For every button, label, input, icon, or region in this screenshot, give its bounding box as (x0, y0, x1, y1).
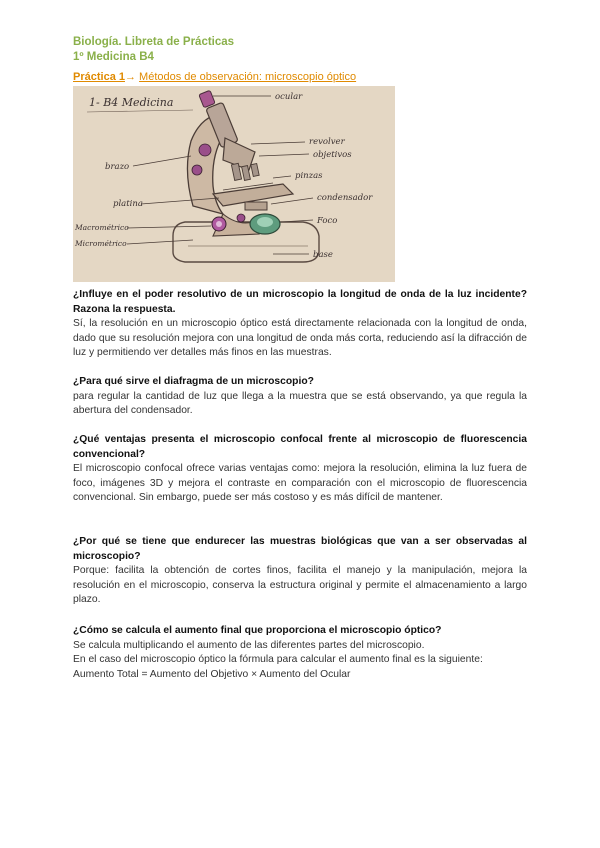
answer-text (73, 462, 527, 506)
label-macrometrico: Macrométrico (75, 223, 129, 232)
label-revolver: revolver (309, 137, 345, 147)
answer-text (73, 390, 527, 419)
qa-block (73, 535, 527, 608)
practica-title: Métodos de observación: microscopio óptico (139, 71, 357, 83)
drawing-note: 1- B4 Medicina (89, 96, 174, 109)
header-course: Biología. Libreta de Prácticas (73, 36, 235, 48)
answer-line: Aumento Total = Aumento del Objetivo × Aumento del Ocular (73, 668, 351, 680)
label-micrometrico: Micrométrico (75, 239, 127, 248)
answer-line: para regular la cantidad de luz que llega a la muestra que se está observando, ya que regula la abertura del condensador. (73, 390, 527, 417)
label-base: base (313, 250, 333, 260)
question-text: ¿Por qué se tiene que endurecer las muestras biológicas que van a ser observadas al microscopio? (73, 536, 527, 562)
question-text: ¿Qué ventajas presenta el microscopio confocal frente al microscopio de fluorescencia convencional? (73, 434, 527, 460)
qa-block (73, 433, 527, 506)
arrow-icon: → (124, 71, 136, 83)
answer-text (73, 317, 527, 361)
practica-number: Práctica 1 (73, 71, 125, 83)
microscope-drawing (73, 86, 395, 282)
header-group: 1º Medicina B4 (73, 51, 154, 63)
label-platina: platina (113, 199, 143, 209)
label-ocular: ocular (275, 92, 303, 102)
answer-text (73, 639, 527, 683)
question-text: ¿Para qué sirve el diafragma de un microscopio? (73, 376, 314, 387)
qa-block (73, 624, 527, 682)
label-foco: Foco (317, 216, 338, 226)
label-objetivos: objetivos (313, 150, 352, 160)
label-condensador: condensador (317, 193, 373, 203)
answer-line: Se calcula multiplicando el aumento de las diferentes partes del microscopio. (73, 639, 425, 651)
label-pinzas: pinzas (295, 171, 323, 181)
question-text: ¿Influye en el poder resolutivo de un microscopio la longitud de onda de la luz incidente? Razona la respuesta. (73, 289, 527, 315)
answer-line: Sí, la resolución en un microscopio óptico está directamente relacionada con la longitud de onda, dado que su resolución mejora con una longitud de onda más corta, reduciendo así la difracción de luz y permitiendo ver detalles más finos en las muestras. (73, 318, 527, 359)
label-brazo: brazo (105, 162, 130, 172)
practica-heading (73, 71, 356, 83)
question-text: ¿Cómo se calcula el aumento final que proporciona el microscopio óptico? (73, 625, 442, 636)
answer-line: En el caso del microscopio óptico la fórmula para calcular el aumento final es la siguiente: (73, 654, 483, 666)
answer-line: El microscopio confocal ofrece varias ventajas como: mejora la resolución, elimina la luz fuera de foco, imágenes 3D y mejora el contraste en comparación con el microscopio de fluorescencia convencional. Sin embargo, puede ser más costoso y es más difícil de mantener. (73, 463, 527, 504)
qa-block (73, 288, 527, 361)
answer-line: Porque: facilita la obtención de cortes finos, facilita el manejo y la manipulación, mejora la resolución en el microscopio, conserva la estructura original y permite el almacenamiento a largo plazo. (73, 565, 527, 606)
qa-block (73, 375, 527, 419)
answer-text (73, 564, 527, 608)
